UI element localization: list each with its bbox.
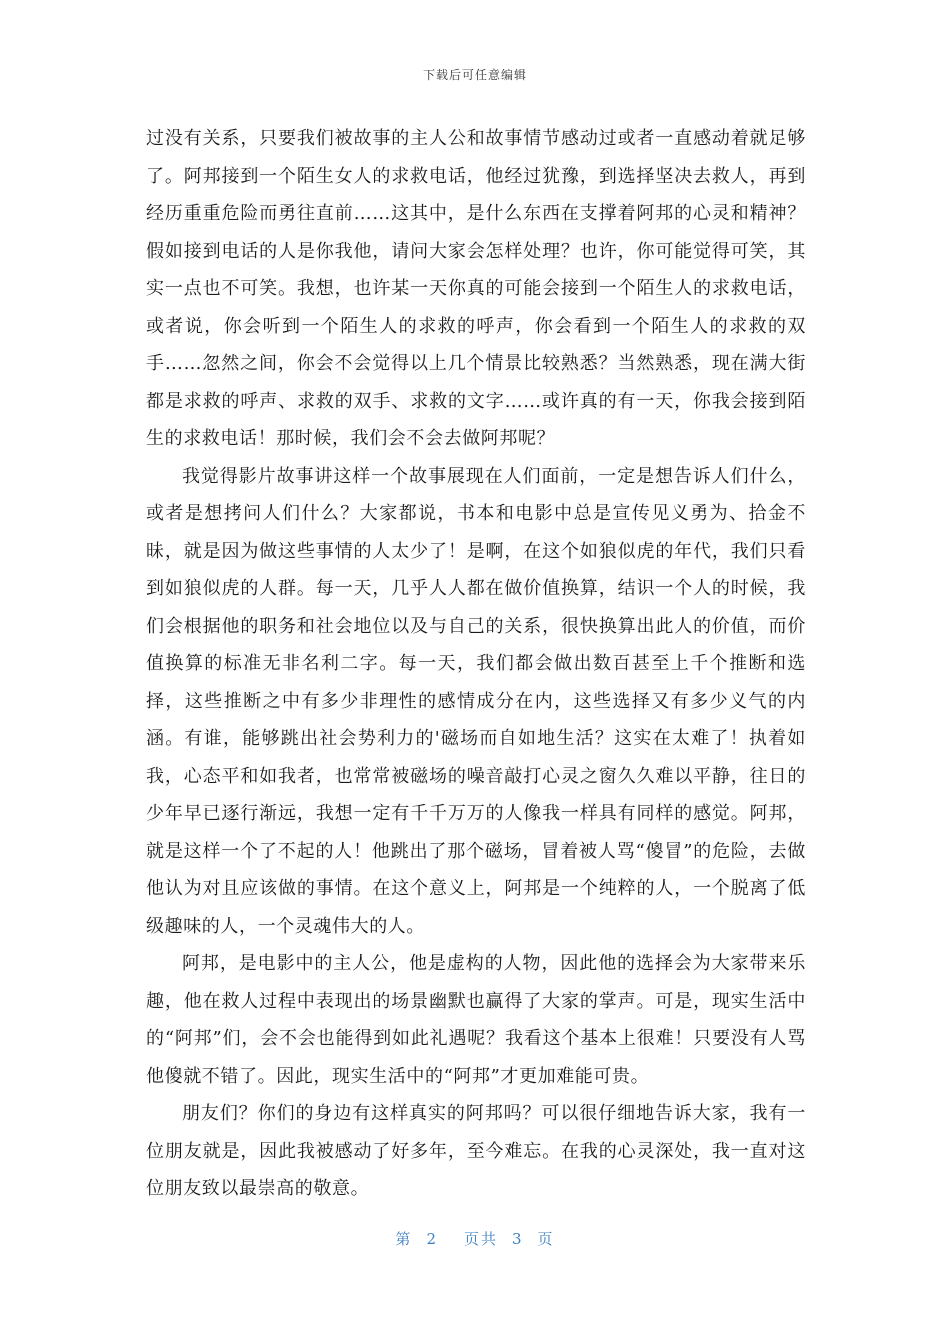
document-body <box>146 120 806 1208</box>
footer-current-page: 2 <box>426 1230 438 1248</box>
paragraph-3: 阿邦，是电影中的主人公，他是虚构的人物，因此他的选择会为大家带来乐趣，他在救人过程中表现出的场景幽默也赢得了大家的掌声。可是，现实生活中的“阿邦”们，会不会也能得到如此礼遇呢？我看这个基本上很难！只要没有人骂他傻就不错了。因此，现实生活中的“阿邦”才更加难能可贵。 <box>146 953 806 1087</box>
paragraph-2: 我觉得影片故事讲这样一个故事展现在人们面前，一定是想告诉人们什么，或者是想拷问人们什么？大家都说，书本和电影中总是宣传见义勇为、拾金不昧，就是因为做这些事情的人太少了！是啊，在这个如狼似虎的年代，我们只看到如狼似虎的人群。每一天，几乎人人都在做价值换算，结识一个人的时候，我们会根据他的职务和社会地位以及与自己的关系，很快换算出此人的价值，而价值换算的标准无非名利二字。每一天，我们都会做出数百甚至上千个推断和选择，这些推断之中有多少非理性的感情成分在内，这些选择又有多少义气的内涵。有谁，能够跳出社会势利力的'磁场而自如地生活？这实在太难了！执着如我，心态平和如我者，也常常被磁场的噪音敲打心灵之窗久久难以平静，往日的少年早已逐行渐远，我想一定有千千万万的人像我一样具有同样的感觉。阿邦，就是这样一个了不起的人！他跳出了那个磁场，冒着被人骂“傻冒”的危险，去做他认为对且应该做的事情。在这个意义上，阿邦是一个纯粹的人，一个脱离了低级趣味的人，一个灵魂伟大的人。 <box>146 465 806 937</box>
footer-prefix: 第 <box>395 1230 413 1248</box>
page-header: 下载后可任意编辑 <box>422 68 527 82</box>
paragraph-1: 过没有关系，只要我们被故事的主人公和故事情节感动过或者一直感动着就足够了。阿邦接到一个陌生女人的求救电话，他经过犹豫，到选择坚决去救人，再到经历重重危险而勇往直前……这其中，是什么东西在支撑着阿邦的心灵和精神？假如接到电话的人是你我他，请问大家会怎样处理？也许，你可能觉得可笑，其实一点也不可笑。我想，也许某一天你真的可能会接到一个陌生人的求救电话，或者说，你会听到一个陌生人的求救的呼声，你会看到一个陌生人的求救的双手……忽然之间，你会不会觉得以上几个情景比较熟悉？当然熟悉，现在满大街都是求救的呼声、求救的双手、求救的文字……或许真的有一天，你我会接到陌生的求救电话！那时候，我们会不会去做阿邦呢？ <box>146 128 806 449</box>
footer-total-pages: 3 <box>512 1230 524 1248</box>
footer-middle: 页共 <box>463 1230 498 1248</box>
paragraph-4: 朋友们？你们的身边有这样真实的阿邦吗？可以很仔细地告诉大家，我有一位朋友就是，因此我被感动了好多年，至今难忘。在我的心灵深处，我一直对这位朋友致以最崇高的敬意。 <box>146 1103 806 1199</box>
footer-suffix: 页 <box>537 1230 555 1248</box>
page-footer <box>0 1228 950 1249</box>
